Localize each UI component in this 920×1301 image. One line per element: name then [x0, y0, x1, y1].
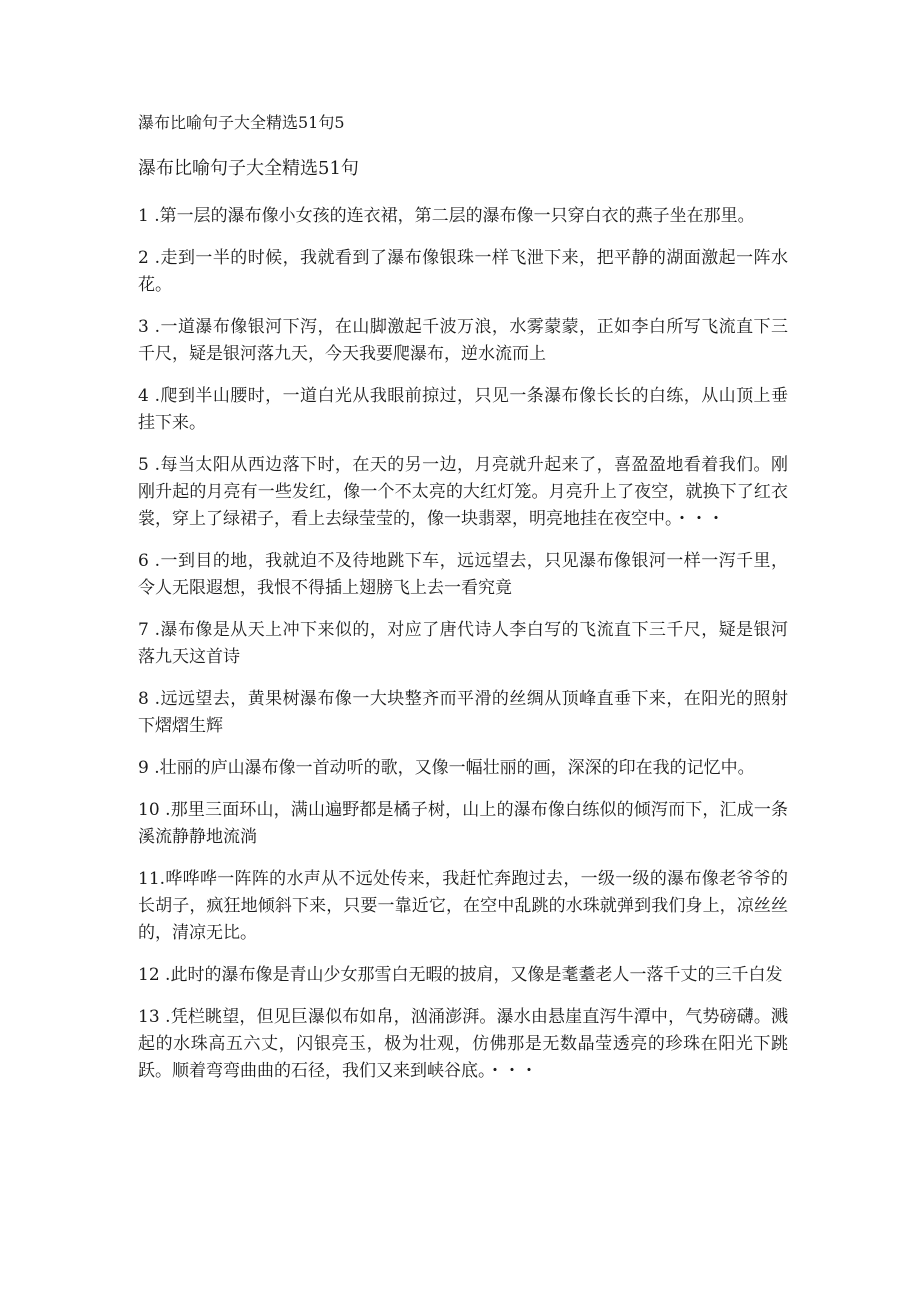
list-item: 10 .那里三面环山，满山遍野都是橘子树，山上的瀑布像白练似的倾泻而下，汇成一条溪流静静地流淌: [138, 800, 788, 847]
document-header: 瀑布比喻句子大全精选51句5: [138, 113, 345, 132]
list-item: 4 .爬到半山腰时，一道白光从我眼前掠过，只见一条瀑布像长长的白练，从山顶上垂挂下来。: [138, 386, 788, 433]
list-item: 5 .每当太阳从西边落下时，在天的另一边，月亮就升起来了，喜盈盈地看着我们。刚刚升起的月亮有一些发红，像一个不太亮的大红灯笼。月亮升上了夜空，就换下了红衣裳，穿上了绿裙子，看上去绿莹莹的，像一块翡翠，明亮地挂在夜空中。・・・: [138, 455, 788, 529]
list-item: 6 .一到目的地，我就迫不及待地跳下车，远远望去，只见瀑布像银河一样一泻千里，令人无限遐想，我恨不得插上翅膀飞上去一看究竟: [138, 551, 788, 598]
sentence-list: [138, 203, 788, 1100]
list-item: 13 .凭栏眺望，但见巨瀑似布如帛，汹涌澎湃。瀑水由悬崖直泻牛潭中，气势磅礴。溅起的水珠高五六丈，闪银亮玉，极为壮观，仿佛那是无数晶莹透亮的珍珠在阳光下跳跃。顺着弯弯曲曲的石径，我们又来到峡谷底。・・・: [138, 1007, 788, 1081]
list-item: 9 .壮丽的庐山瀑布像一首动听的歌，又像一幅壮丽的画，深深的印在我的记忆中。: [138, 758, 755, 778]
list-item: 3 .一道瀑布像银河下泻，在山脚激起千波万浪，水雾蒙蒙，正如李白所写飞流直下三千尺，疑是银河落九天，今天我要爬瀑布，逆水流而上: [138, 317, 788, 364]
list-item: 2 .走到一半的时候，我就看到了瀑布像银珠一样飞泄下来，把平静的湖面激起一阵水花。: [138, 248, 788, 295]
list-item: 7 .瀑布像是从天上冲下来似的，对应了唐代诗人李白写的飞流直下三千尺，疑是银河落九天这首诗: [138, 620, 788, 667]
list-item: 11.哗哗哗一阵阵的水声从不远处传来，我赶忙奔跑过去，一级一级的瀑布像老爷爷的长胡子，疯狂地倾斜下来，只要一靠近它，在空中乱跳的水珠就弹到我们身上，凉丝丝的，清凉无比。: [138, 869, 788, 943]
list-item: 1 .第一层的瀑布像小女孩的连衣裙，第二层的瀑布像一只穿白衣的燕子坐在那里。: [138, 206, 755, 226]
list-item: 8 .远远望去，黄果树瀑布像一大块整齐而平滑的丝绸从顶峰直垂下来，在阳光的照射下熠熠生辉: [138, 689, 788, 736]
document-title: 瀑布比喻句子大全精选51句: [138, 158, 359, 179]
list-item: 12 .此时的瀑布像是青山少女那雪白无暇的披肩，又像是耄耋老人一落千丈的三千白发: [138, 965, 783, 985]
